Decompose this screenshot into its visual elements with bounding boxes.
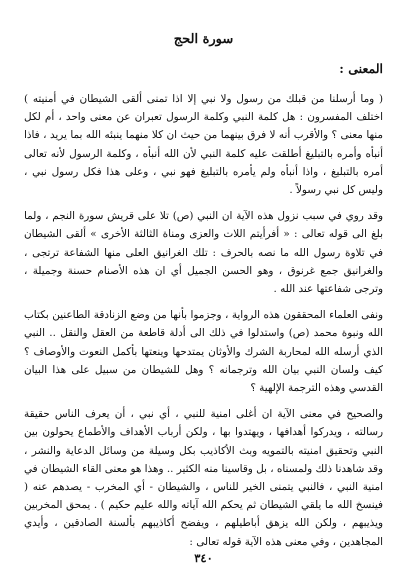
paragraph: والصحيح في معنى الآية ان أغلى امنية للنبي ، أي نبي ، أن يعرف الناس حقيقة رسالته ، ويدركوا أهدافها ، ويهتدوا بها ، ولكن أرباب الأهداف والأطماع يحولون بين النبي وتحقيق امنيته بالتمويه وبث الأكاذيب بكل وسيلة من وسائل الدعاية والنشر ، وقد شاهدنا ذلك ولمسناه ، بل وقاسينا منه الكثير .. وهذا هو معنى القاء الشيطان في امنية النبي ، فالنبي يتمنى الخير للناس ، والشيطان - أي المخرب - يصدهم عنه ( فينسخ الله ما يلقي الشيطان ثم يحكم الله آياته والله عليم حكيم ) . يمحق المخربين ويذيبهم ، ولكن الله يزهق أباطيلهم ، ويفضح أكاذيبهم بألسنة الصادقين ، وأيدي المجاهدين ، وفي معنى هذه الآية قوله تعالى :: [24, 408, 383, 548]
paragraph: وقد روي في سبب نزول هذه الآية ان النبي (ص) تلا على قريش سورة النجم ، ولما بلغ الى قوله تعالى : « أفرأيتم اللات والعزى ومناة الثالثة الأخرى » ألقى الشيطان في تلاوة رسول الله ما نصه بالحرف : تلك الغرانيق العلى منها الشفاعة ترتجى ، والغرانيق جمع غرنوق ، وهو الحسن الجميل أي ان هذه الأصنام حسنة وجميلة ، وترجى شفاعتها عند الله .: [24, 210, 383, 296]
paragraph: ونفى العلماء المحققون هذه الرواية ، وجزموا بأنها من وضع الزنادقة الطاعنين بكتاب الله ونبوة محمد (ص) واستدلوا في ذلك الى أدلة قاطعة من العقل والنقل .. النبي الذي أرسله الله لمحاربة الشرك والأوثان يمتدحها وينعتها بأكمل النعوت والأوصاف ؟ كيف ولسان النبي بيان الله وترجمانه ؟ وهل للشيطان من سبيل على هذا البيان القدسي وهذه الترجمة الإلهية ؟: [24, 309, 383, 395]
paragraph: ( وما أرسلنا من قبلك من رسول ولا نبي إلا اذا تمنى ألقى الشيطان في أمنيته ) اختلف المفسرون : هل كلمة النبي وكلمة الرسول تعبران عن معنى واحد ، أم لكل منها معنى ؟ والأقرب أنه لا فرق بينهما من حيث ان كلا منهما ينبئه الله بما يريد ، فاذا أنبأه وأمره بالتبليغ أطلقت عليه كلمة النبي لأن الله أنبأه ، وكلمة الرسول لأنه تعالى أمره بالتبليغ ، واذا أنبأه ولم يأمره بالتبليغ فهو نبي ، وعلى هذا فكل رسول نبي ، وليس كل نبي رسولاً .: [24, 93, 383, 197]
surah-title: سورة الحج: [173, 32, 234, 47]
section-label: المعنى :: [339, 61, 383, 76]
body-text: [24, 90, 383, 551]
page-number: ٣٤٠: [194, 551, 213, 565]
